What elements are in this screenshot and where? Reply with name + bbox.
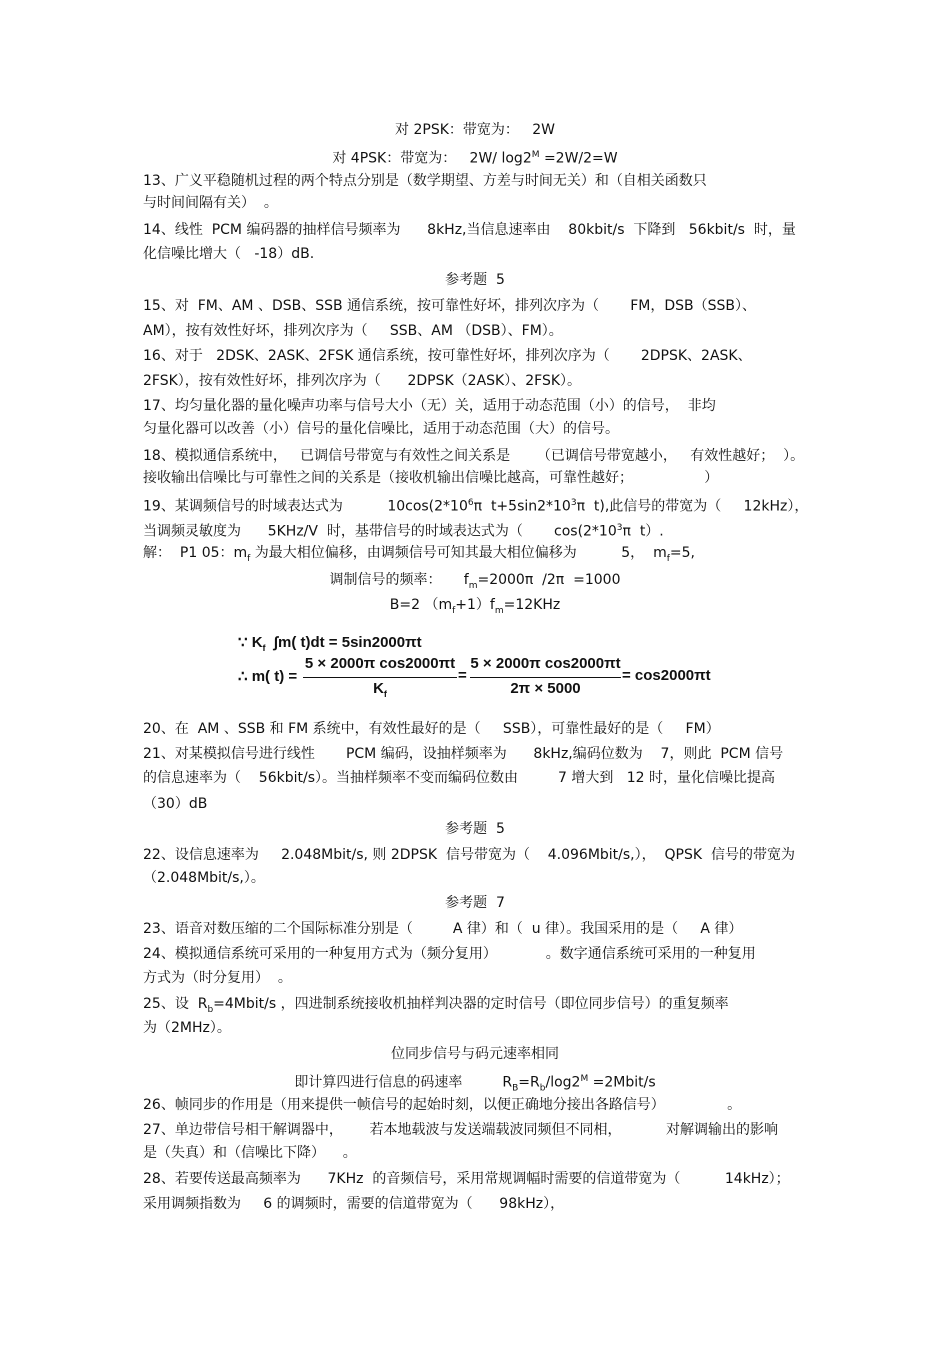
fraction-bar bbox=[303, 677, 457, 678]
subscript: f bbox=[247, 553, 251, 564]
subscript: f bbox=[262, 643, 266, 653]
text-span: =2Mbit/s bbox=[588, 1074, 656, 1091]
question-28-cont: 采用调频指数为 6 的调频时，需要的信道带宽为（ 98kHz）， bbox=[143, 1196, 565, 1212]
text-span: 25、设 R bbox=[143, 996, 208, 1012]
text-span: 对 4PSK：带宽为： 2W/ log2 bbox=[332, 150, 532, 167]
question-24-cont: 方式为（时分复用） 。 bbox=[143, 970, 292, 986]
text-span: 为最大相位偏移，由调频信号可知其最大相位偏移为 5， m bbox=[250, 545, 667, 561]
text-span: =2W/2=W bbox=[539, 150, 618, 167]
question-23: 23、语音对数压缩的二个国际标准分别是（ A 律）和（ u 律）。我国采用的是（ A 律） bbox=[143, 921, 743, 937]
text-span: π t),此信号的带宽为（ 12kHz）， bbox=[576, 498, 809, 515]
text-span: 解： P1 05：m bbox=[143, 545, 248, 561]
text-span: =5, bbox=[669, 545, 695, 561]
formula-numerator: 5 × 2000π cos2000πt bbox=[470, 655, 621, 672]
question-25 bbox=[143, 995, 729, 1019]
question-22-cont: （2.048Mbit/s,）。 bbox=[143, 870, 265, 886]
text-line bbox=[0, 146, 950, 168]
question-15: 15、对 FM、AM 、DSB、SSB 通信系统，按可靠性好坏，排列次序为（ FM，DSB（SSB）、 bbox=[143, 298, 756, 314]
text-span: 即计算四进行信息的码速率 R bbox=[294, 1074, 513, 1091]
question-14: 14、线性 PCM 编码器的抽样信号频率为 8kHz,当信息速率由 80kbit/s 下降到 56kbit/s 时，量 bbox=[143, 222, 796, 238]
question-18: 18、模拟通信系统中， 已调信号带宽与有效性之间关系是 （已调信号带宽越小， 有效性越好； ）。 bbox=[143, 448, 805, 464]
question-15-cont: AM），按有效性好坏，排列次序为（ SSB、AM （DSB）、FM）。 bbox=[143, 323, 563, 339]
text-span: =R bbox=[518, 1074, 540, 1091]
reference-heading: 参考题 7 bbox=[445, 895, 505, 911]
solution-line bbox=[0, 596, 950, 620]
superscript: 3 bbox=[616, 523, 623, 533]
formula-text: K bbox=[373, 680, 384, 697]
text-span: /log2 bbox=[545, 1074, 581, 1091]
text-span: 当调频灵敏度为 5KHz/V 时，基带信号的时域表达式为（ cos(2*10 bbox=[143, 523, 617, 540]
text-span: B=2 （m bbox=[389, 597, 453, 613]
formula-text: ∫m( t)dt = 5sin2000πt bbox=[265, 634, 422, 651]
question-27: 27、单边带信号相干解调器中， 若本地载波与发送端载波同频但不同相， 对解调输出的影响 bbox=[143, 1122, 779, 1138]
subscript: B bbox=[512, 1083, 519, 1094]
superscript: 3 bbox=[570, 498, 577, 508]
question-26: 26、帧同步的作用是（用来提供一帧信号的起始时刻，以便正确地分接出各路信号） 。 bbox=[143, 1097, 742, 1113]
question-17-cont: 匀量化器可以改善（小）信号的量化信噪比，适用于动态范围（大）的信号。 bbox=[143, 421, 619, 437]
solution-line bbox=[143, 544, 695, 568]
formula-denominator bbox=[300, 680, 460, 699]
superscript: M bbox=[580, 1074, 589, 1084]
fraction-bar bbox=[470, 677, 621, 678]
formula-therefore: ∴ m( t) = bbox=[238, 668, 298, 685]
question-18-cont: 接收输出信噪比与可靠性之间的关系是（接收机输出信噪比越高，可靠性越好； ） bbox=[143, 470, 719, 486]
question-19-cont bbox=[143, 519, 664, 541]
question-25-cont: 为（2MHz）。 bbox=[143, 1020, 231, 1036]
subscript: f bbox=[383, 689, 387, 699]
question-28: 28、若要传送最高频率为 7KHz 的音频信号，采用常规调幅时需要的信道带宽为（ 14kHz）； bbox=[143, 1171, 790, 1187]
question-13-cont: 与时间间隔有关） 。 bbox=[143, 195, 278, 211]
subscript: m bbox=[468, 580, 478, 591]
solution-line bbox=[0, 571, 950, 595]
superscript: 6 bbox=[467, 498, 474, 508]
question-17: 17、均匀量化器的量化噪声功率与信号大小（无）关，适用于动态范围（小）的信号， 非均 bbox=[143, 398, 716, 414]
subscript: m bbox=[494, 605, 504, 616]
formula-equals: = bbox=[458, 667, 467, 684]
subscript: b bbox=[207, 1004, 214, 1015]
text-span: 调制信号的频率： f bbox=[329, 572, 469, 588]
reference-heading: 参考题 5 bbox=[445, 272, 505, 288]
formula-text: ∵ K bbox=[238, 634, 263, 651]
text-span: +1）f bbox=[455, 597, 495, 613]
question-13: 13、广义平稳随机过程的两个特点分别是（数学期望、方差与时间无关）和（自相关函数只 bbox=[143, 173, 707, 189]
question-27-cont: 是（失真）和（信噪比下降） 。 bbox=[143, 1145, 357, 1161]
question-21-cont: （30）dB bbox=[143, 796, 208, 812]
text-span: =4Mbit/s ，四进制系统接收机抽样判决器的定时信号（即位同步信号）的重复频率 bbox=[213, 996, 729, 1012]
reference-heading: 参考题 5 bbox=[445, 821, 505, 837]
question-19 bbox=[143, 494, 808, 516]
text-span: 19、某调频信号的时域表达式为 10cos(2*10 bbox=[143, 498, 468, 515]
subscript: f bbox=[452, 605, 456, 616]
text-line: 对 2PSK：带宽为： 2W bbox=[395, 122, 555, 138]
question-14-cont: 化信噪比增大（ -18）dB. bbox=[143, 246, 315, 262]
formula-row-1 bbox=[238, 633, 422, 653]
text-span: π t+5sin2*10 bbox=[473, 498, 571, 515]
solution-line bbox=[0, 1070, 950, 1097]
subscript: b bbox=[539, 1083, 546, 1094]
formula-denominator: 2π × 5000 bbox=[510, 680, 581, 697]
question-21-cont: 的信息速率为（ 56kbit/s）。当抽样频率不变而编码位数由 7 增大到 12 时，量化信噪比提高 bbox=[143, 770, 776, 786]
question-16-cont: 2FSK），按有效性好坏，排列次序为（ 2DPSK（2ASK）、2FSK）。 bbox=[143, 373, 582, 389]
text-span: =12KHz bbox=[503, 597, 561, 613]
text-span: =2000π /2π =1000 bbox=[477, 572, 621, 588]
text-span: π t）. bbox=[622, 523, 664, 540]
question-22: 22、设信息速率为 2.048Mbit/s, 则 2DPSK 信号带宽为（ 4.096Mbit/s,）， QPSK 信号的带宽为 bbox=[143, 847, 795, 863]
superscript: M bbox=[531, 150, 540, 160]
formula-result: = cos2000πt bbox=[622, 667, 711, 684]
subscript: f bbox=[666, 553, 670, 564]
question-21: 21、对某模拟信号进行线性 PCM 编码，设抽样频率为 8kHz,编码位数为 7，则此 PCM 信号 bbox=[143, 746, 784, 762]
question-16: 16、对于 2DSK、2ASK、2FSK 通信系统，按可靠性好坏，排列次序为（ 2DPSK、2ASK、 bbox=[143, 348, 752, 364]
solution-line: 位同步信号与码元速率相同 bbox=[391, 1046, 559, 1062]
formula-numerator: 5 × 2000π cos2000πt bbox=[304, 655, 456, 672]
question-20: 20、在 AM 、SSB 和 FM 系统中，有效性最好的是（ SSB），可靠性最好的是（ FM） bbox=[143, 721, 720, 737]
question-24: 24、模拟通信系统可采用的一种复用方式为（频分复用） 。数字通信系统可采用的一种复用 bbox=[143, 946, 756, 962]
